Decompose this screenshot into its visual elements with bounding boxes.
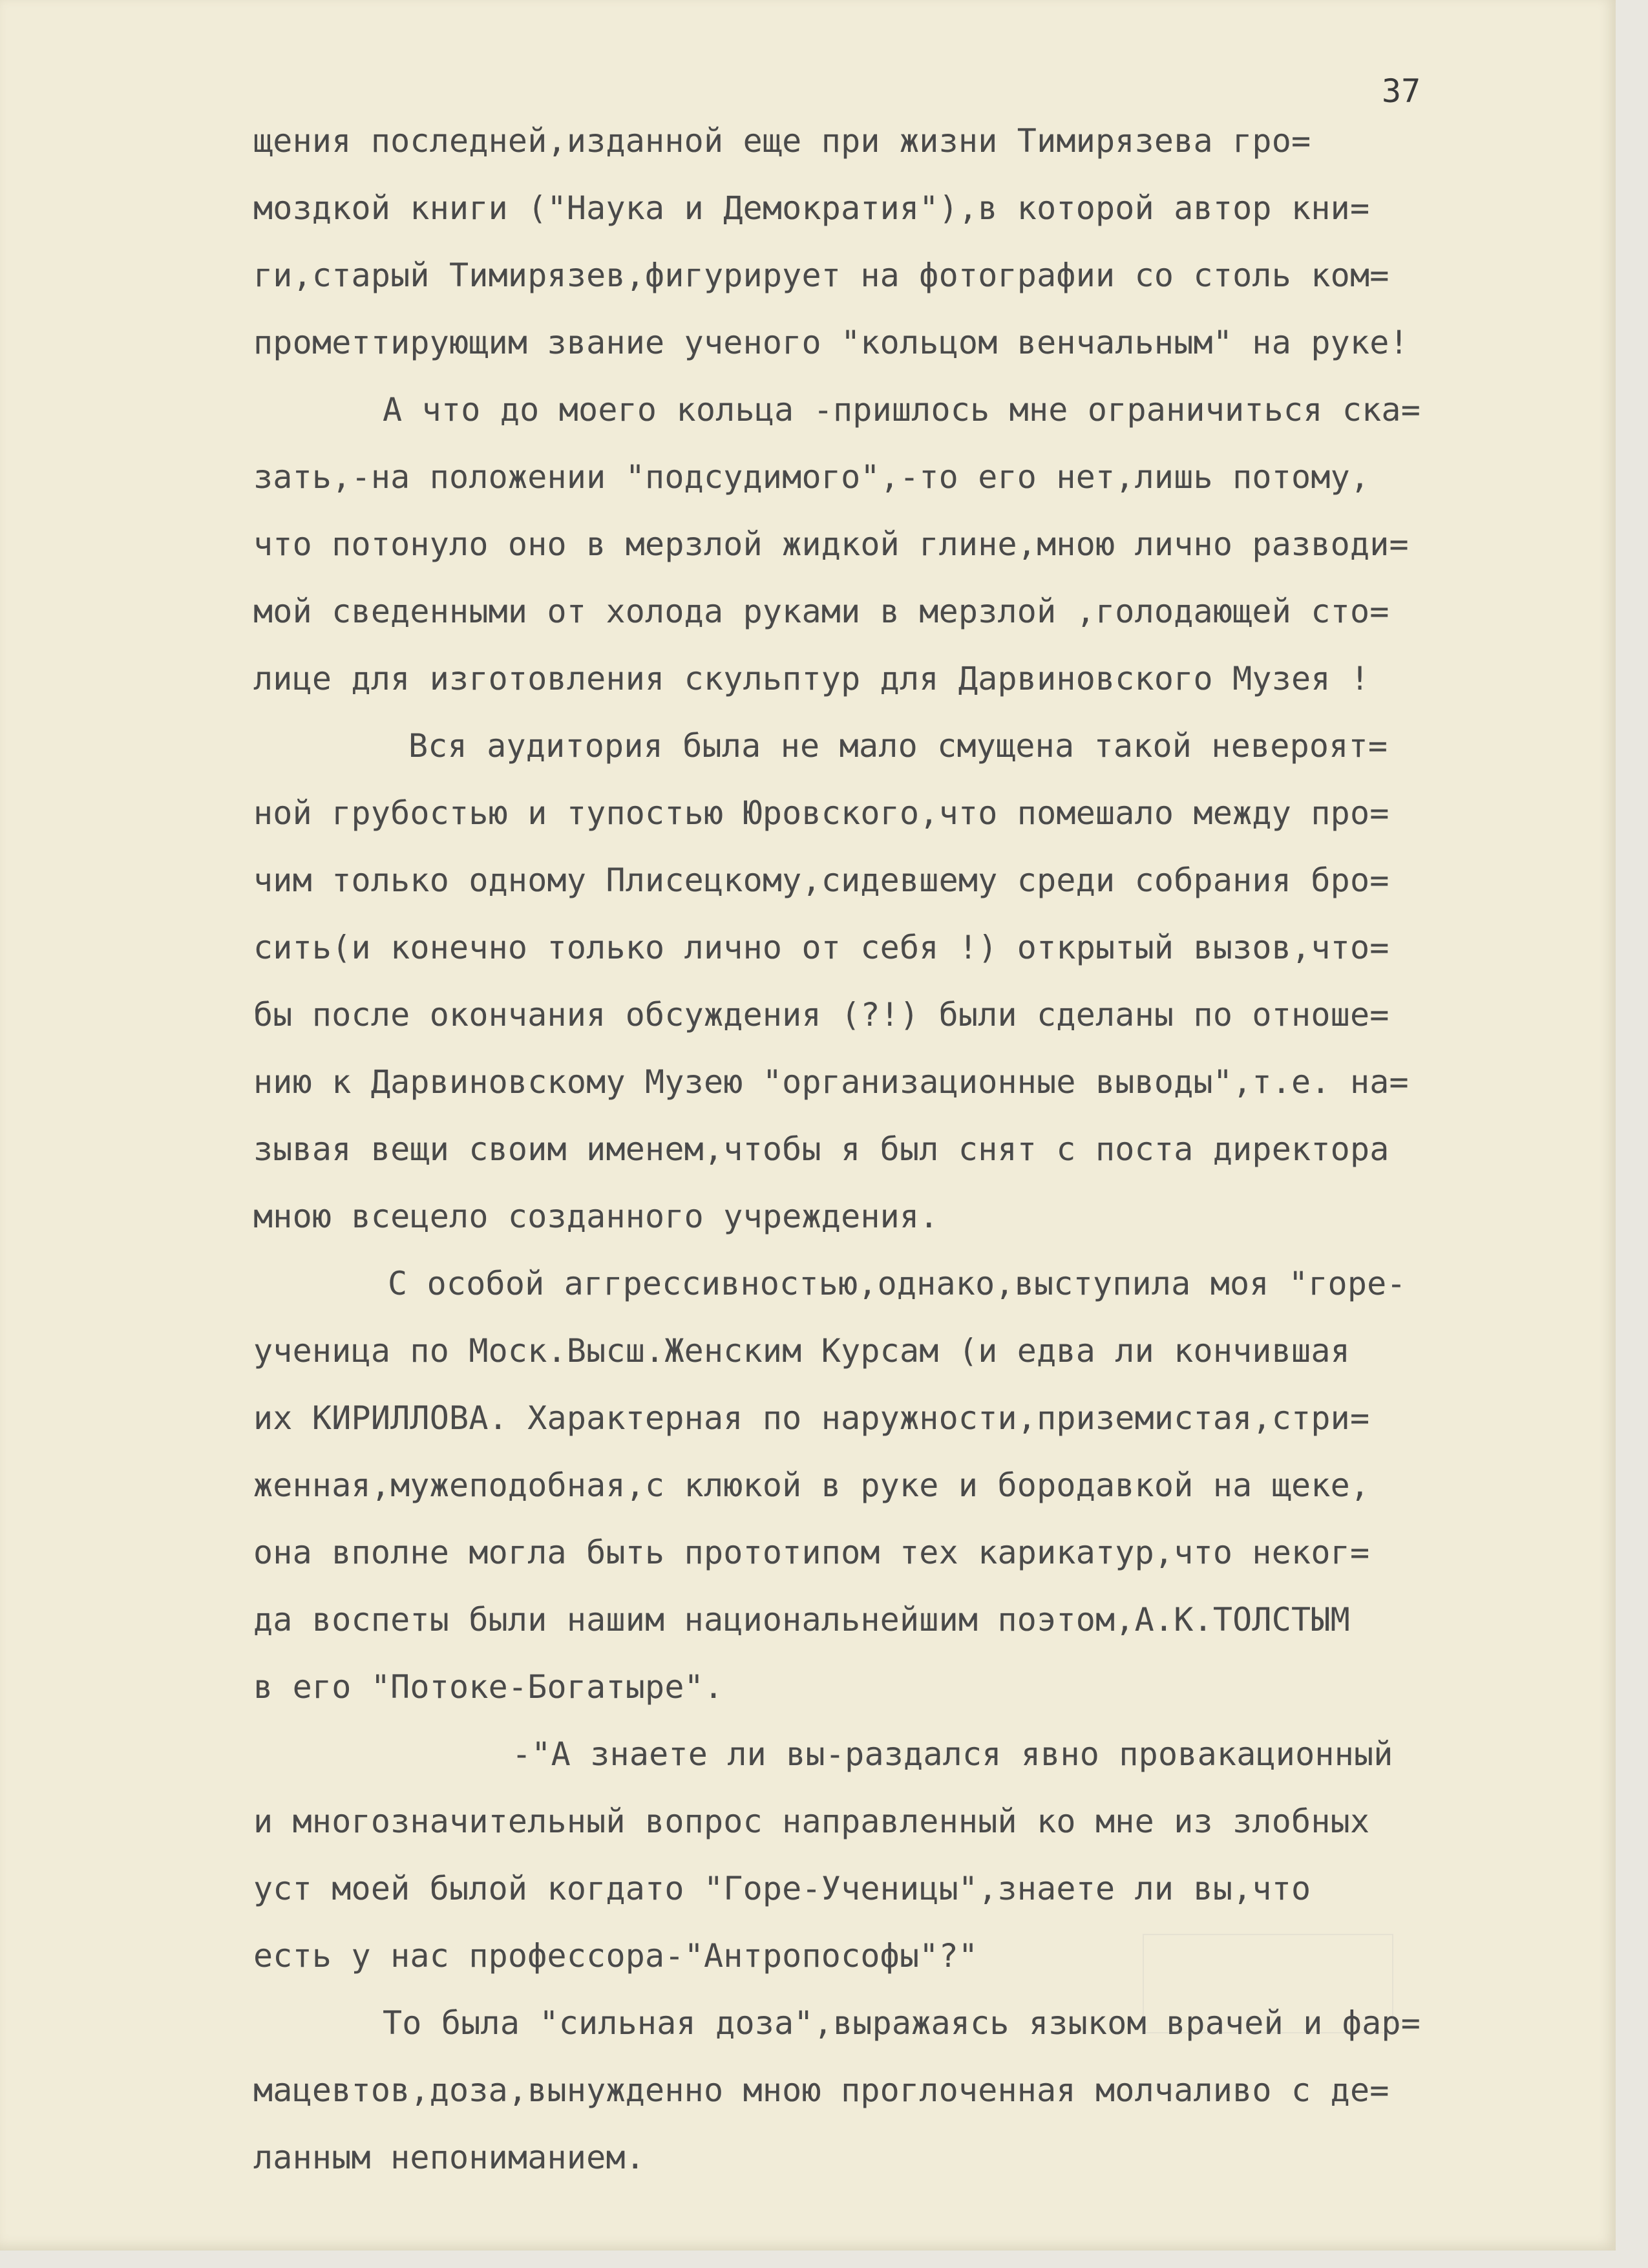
text-line: лице для изготовления скульптур для Дарвиновского Музея ! [253, 660, 1370, 697]
text-line: да воспеты были нашим национальнейшим поэтом,А.К.ТОЛСТЫМ [253, 1601, 1350, 1638]
text-line: щения последней,изданной еще при жизни Тимирязева гро= [253, 122, 1311, 160]
text-line: зывая вещи своим именем,чтобы я был снят с поста директора [253, 1130, 1389, 1168]
text-line: что потонуло оно в мерзлой жидкой глине,мною лично разводи= [253, 525, 1409, 563]
text-line: мой сведенными от холода руками в мерзлой ,голодающей сто= [253, 593, 1389, 630]
text-line: ной грубостью и тупостью Юровского,что помешало между про= [253, 794, 1389, 832]
paragraph-start-line: С особой аггрессивностью,однако,выступила моя "горе- [388, 1265, 1406, 1302]
text-line: и многозначительный вопрос направленный ко мне из злобных [253, 1803, 1370, 1840]
text-line: прометтирующим звание ученого "кольцом венчальным" на руке! [253, 324, 1409, 361]
text-line: чим только одному Плисецкому,сидевшему среди собрания бро= [253, 862, 1389, 899]
text-line: есть у нас профессора-"Антропософы"?" [253, 1937, 978, 1975]
text-line: в его "Потоке-Богатыре". [253, 1668, 724, 1706]
paragraph-start-line: То была "сильная доза",выражаясь языком врачей и фар= [383, 2004, 1421, 2042]
text-line: ученица по Моск.Высш.Женским Курсам (и едва ли кончившая [253, 1332, 1350, 1370]
page-number: 37 [1382, 72, 1421, 110]
paragraph-start-line: -"А знаете ли вы-раздался явно провакационный [512, 1735, 1393, 1773]
paragraph-start-line: А что до моего кольца -пришлось мне ограничиться ска= [383, 391, 1421, 429]
text-line: уст моей былой когдато "Горе-Ученицы",знаете ли вы,что [253, 1870, 1311, 1907]
text-line: ги,старый Тимирязев,фигурирует на фотографии со столь ком= [253, 257, 1389, 294]
text-line: моздкой книги ("Наука и Демократия"),в которой автор кни= [253, 189, 1370, 227]
text-line: мацевтов,доза,вынужденно мною проглоченная молчаливо с де= [253, 2072, 1389, 2109]
text-line: мною всецело созданного учреждения. [253, 1198, 939, 1235]
faded-archive-stamp [1143, 1934, 1393, 2033]
text-line: нию к Дарвиновскому Музею "организационные выводы",т.е. на= [253, 1063, 1409, 1101]
text-line: сить(и конечно только лично от себя !) открытый вызов,что= [253, 929, 1389, 966]
text-line: женная,мужеподобная,с клюкой в руке и бородавкой на щеке, [253, 1467, 1370, 1504]
text-line: зать,-на положении "подсудимого",-то его нет,лишь потому, [253, 458, 1370, 496]
paragraph-start-line: Вся аудитория была не мало смущена такой невероят= [408, 727, 1388, 765]
text-line: ланным непониманием. [253, 2139, 646, 2176]
text-line: их КИРИЛЛОВА. Характерная по наружности,приземистая,стри= [253, 1399, 1370, 1437]
text-line: она вполне могла быть прототипом тех карикатур,что неког= [253, 1534, 1370, 1571]
text-line: бы после окончания обсуждения (?!) были сделаны по отноше= [253, 996, 1389, 1033]
